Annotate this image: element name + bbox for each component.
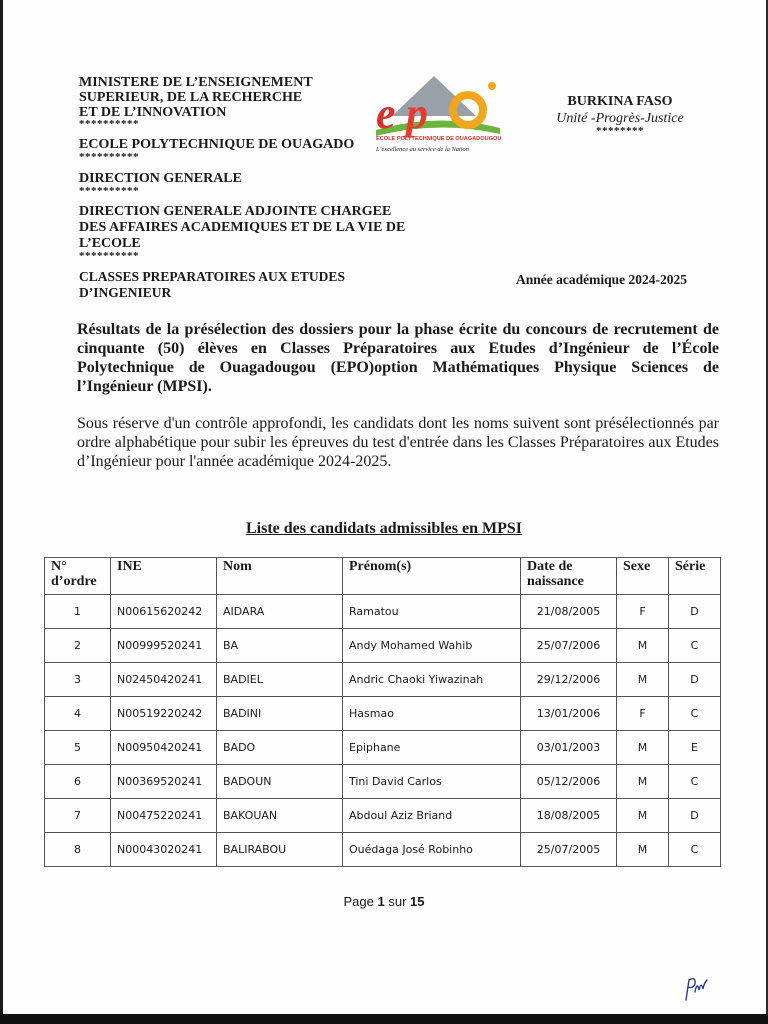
dga-line: DES AFFAIRES ACADEMIQUES ET DE LA VIE DE xyxy=(79,220,406,235)
col-order-line2: d’ordre xyxy=(51,574,97,589)
cell-date: 13/01/2006 xyxy=(521,697,617,731)
cell-ine: N00615620242 xyxy=(111,595,217,629)
table-row xyxy=(45,833,721,867)
ministry-line: ET DE L’INNOVATION xyxy=(79,105,227,120)
academic-year: Année académique 2024-2025 xyxy=(516,272,687,287)
dga-line: L’ECOLE xyxy=(79,236,141,251)
cpei-header xyxy=(79,269,345,301)
separator: ********** xyxy=(79,185,139,197)
cell-sexe: M xyxy=(617,629,669,663)
initials-stroke xyxy=(686,979,707,1000)
table-row xyxy=(45,595,721,629)
cell-date: 18/08/2005 xyxy=(521,799,617,833)
handwritten-initials xyxy=(680,972,712,1002)
cell-ine: N00519220242 xyxy=(111,697,217,731)
logo-letter-e: e xyxy=(376,89,396,138)
school-name: ECOLE POLYTECHNIQUE DE OUAGADO xyxy=(79,137,355,152)
logo-slogan: L’excellence au service de la Nation xyxy=(376,146,469,153)
ministry-line: MINISTERE DE L’ENSEIGNEMENT xyxy=(79,75,313,90)
country-header xyxy=(540,94,700,136)
cell-num: 2 xyxy=(45,629,111,663)
country-stars: ******** xyxy=(596,125,644,137)
separator: ********** xyxy=(79,151,139,163)
col-sexe: Sexe xyxy=(617,558,669,595)
separator: ********** xyxy=(79,250,139,262)
logo-letter-p: p xyxy=(406,89,428,138)
table-header-row xyxy=(45,558,721,595)
list-title-text: Liste des candidats admissibles en MPSI xyxy=(245,520,523,537)
cell-ine: N00369520241 xyxy=(111,765,217,799)
table-row xyxy=(45,663,721,697)
cell-nom: BALIRABOU xyxy=(217,833,343,867)
cell-serie: E xyxy=(669,731,721,765)
epo-logo xyxy=(372,72,504,156)
cell-num: 1 xyxy=(45,595,111,629)
cell-date: 03/01/2003 xyxy=(521,731,617,765)
cell-num: 8 xyxy=(45,833,111,867)
separator: ********** xyxy=(79,118,139,130)
col-nom: Nom xyxy=(217,558,343,595)
ministry-line: SUPERIEUR, DE LA RECHERCHE xyxy=(79,90,303,105)
page-current: 1 xyxy=(377,894,385,909)
cell-nom: BADO xyxy=(217,731,343,765)
cell-sexe: M xyxy=(617,731,669,765)
table-row xyxy=(45,697,721,731)
page-prefix: Page xyxy=(343,894,374,909)
page-number xyxy=(0,894,768,909)
cell-sexe: F xyxy=(617,697,669,731)
cell-date: 25/07/2005 xyxy=(521,833,617,867)
cell-prenom: Andric Chaoki Yiwazinah xyxy=(343,663,521,697)
cell-num: 5 xyxy=(45,731,111,765)
country-motto: Unité -Progrès-Justice xyxy=(556,111,684,126)
cell-prenom: Andy Mohamed Wahib xyxy=(343,629,521,663)
cell-prenom: Epiphane xyxy=(343,731,521,765)
cell-sexe: M xyxy=(617,663,669,697)
dga-header xyxy=(79,204,405,261)
col-serie: Série xyxy=(669,558,721,595)
cell-num: 3 xyxy=(45,663,111,697)
cell-serie: D xyxy=(669,799,721,833)
cell-ine: N00043020241 xyxy=(111,833,217,867)
col-date xyxy=(521,558,617,595)
cell-nom: BAKOUAN xyxy=(217,799,343,833)
cpei-line: D’INGENIEUR xyxy=(79,285,172,300)
cell-sexe: M xyxy=(617,799,669,833)
cell-date: 05/12/2006 xyxy=(521,765,617,799)
table-row xyxy=(45,629,721,663)
cell-date: 21/08/2005 xyxy=(521,595,617,629)
candidates-table xyxy=(44,557,721,867)
cell-nom: BA xyxy=(217,629,343,663)
cell-serie: D xyxy=(669,595,721,629)
cell-nom: BADINI xyxy=(217,697,343,731)
col-order xyxy=(45,558,111,595)
table-row xyxy=(45,799,721,833)
school-header xyxy=(79,137,354,162)
col-order-line1: N° xyxy=(51,559,67,574)
cell-date: 25/07/2006 xyxy=(521,629,617,663)
cell-prenom: Hasmao xyxy=(343,697,521,731)
list-title xyxy=(0,520,768,538)
cell-num: 7 xyxy=(45,799,111,833)
col-date-line1: Date de xyxy=(527,559,573,574)
cpei-line: CLASSES PREPARATOIRES AUX ETUDES xyxy=(79,269,345,284)
cell-serie: C xyxy=(669,697,721,731)
cell-ine: N00475220241 xyxy=(111,799,217,833)
cell-date: 29/12/2006 xyxy=(521,663,617,697)
logo-caption: ECOLE POLYTECHNIQUE DE OUAGADOUGOU xyxy=(376,136,502,142)
cell-serie: C xyxy=(669,765,721,799)
cell-prenom: Abdoul Aziz Briand xyxy=(343,799,521,833)
cell-sexe: M xyxy=(617,833,669,867)
col-prenom: Prénom(s) xyxy=(343,558,521,595)
direction-header xyxy=(79,171,242,196)
dga-line: DIRECTION GENERALE ADJOINTE CHARGEE xyxy=(79,204,392,219)
direction-generale: DIRECTION GENERALE xyxy=(79,171,242,186)
table-row xyxy=(45,731,721,765)
cell-nom: BADOUN xyxy=(217,765,343,799)
cell-serie: D xyxy=(669,663,721,697)
cell-ine: N00999520241 xyxy=(111,629,217,663)
cell-nom: AIDARA xyxy=(217,595,343,629)
country-name: BURKINA FASO xyxy=(567,94,673,109)
cell-prenom: Ouédaga José Robinho xyxy=(343,833,521,867)
cell-sexe: M xyxy=(617,765,669,799)
page-of: sur xyxy=(388,894,407,909)
cell-ine: N00950420241 xyxy=(111,731,217,765)
document-title: Résultats de la présélection des dossiers pour la phase écrite du concours de recrutement de cinquante (50) élèves en Classes Préparatoires aux Etudes d’Ingénieur de l’École Polytechnique de Ouagadougou (EPO)option Mathématiques Physique Sciences de l’Ingénieur (MPSI). xyxy=(77,321,719,395)
cell-num: 4 xyxy=(45,697,111,731)
cell-serie: C xyxy=(669,629,721,663)
cell-serie: C xyxy=(669,833,721,867)
page-total: 15 xyxy=(410,894,425,909)
table-row xyxy=(45,765,721,799)
cell-prenom: Tini David Carlos xyxy=(343,765,521,799)
col-date-line2: naissance xyxy=(527,574,584,589)
scan-bottom-edge xyxy=(0,1014,768,1024)
scan-left-edge xyxy=(0,0,3,1024)
col-ine: INE xyxy=(111,558,217,595)
cell-num: 6 xyxy=(45,765,111,799)
intro-paragraph: Sous réserve d'un contrôle approfondi, les candidats dont les noms suivent sont présélectionnés par ordre alphabétique pour subir les épreuves du test d'entrée dans les Classes Préparatoires aux Etudes d’Ingénieur pour l'année académique 2024-2025. xyxy=(77,415,719,470)
ministry-header xyxy=(79,75,313,129)
cell-ine: N02450420241 xyxy=(111,663,217,697)
cell-prenom: Ramatou xyxy=(343,595,521,629)
cell-sexe: F xyxy=(617,595,669,629)
logo-sun xyxy=(488,82,496,90)
cell-nom: BADIEL xyxy=(217,663,343,697)
